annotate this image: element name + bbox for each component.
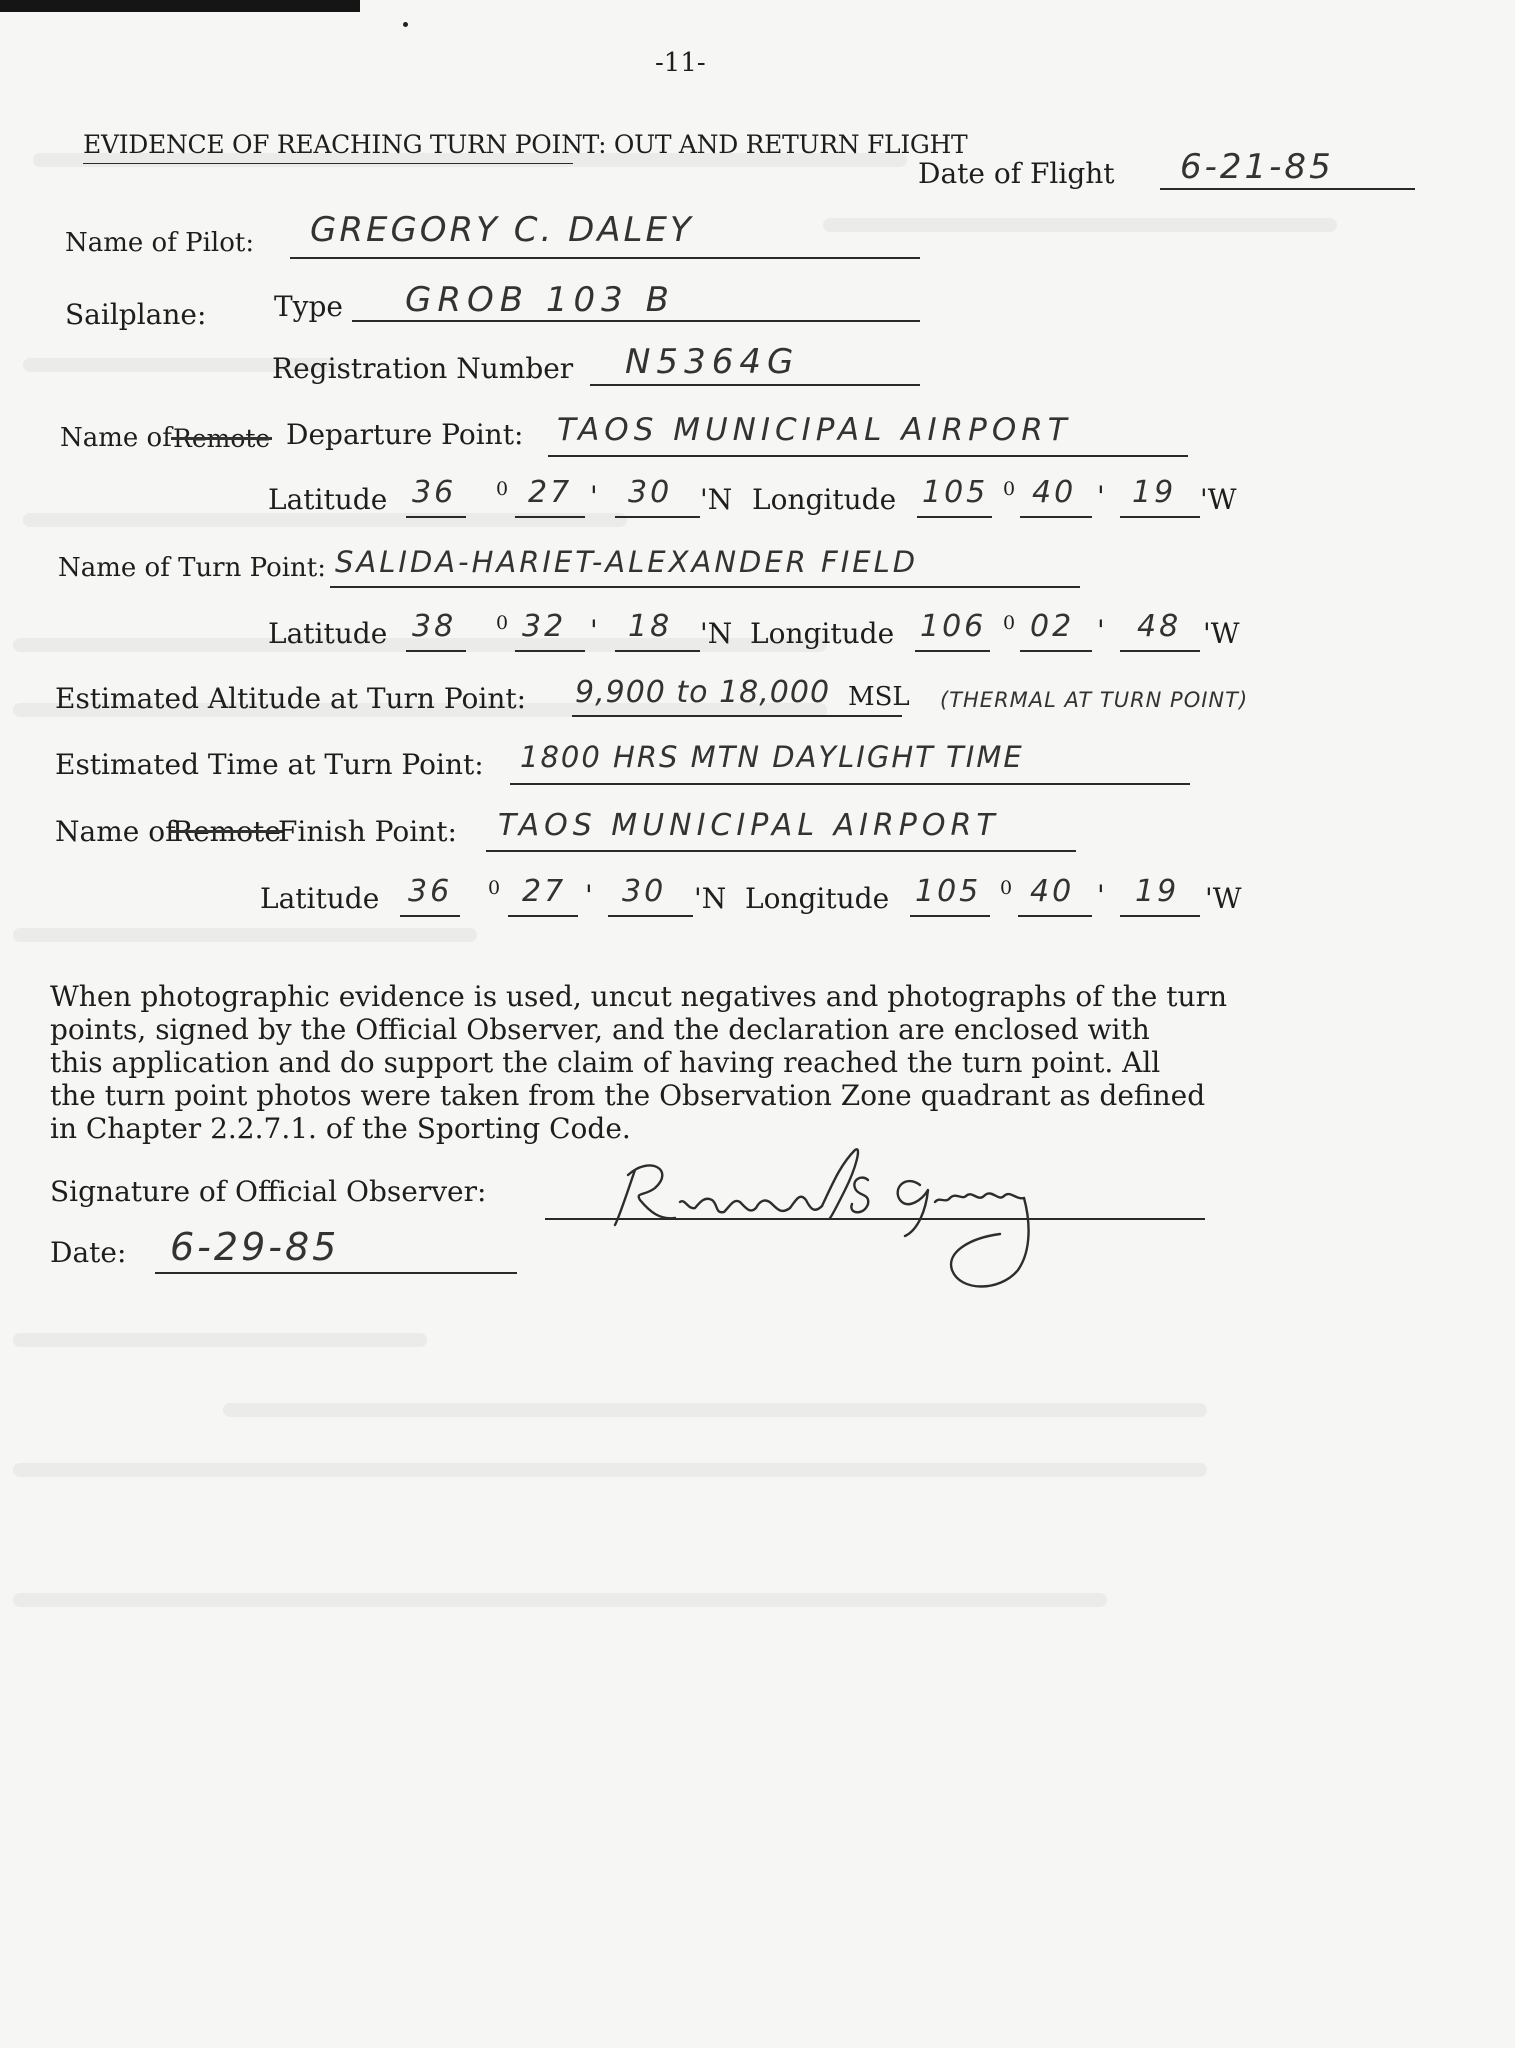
type-line <box>352 320 920 322</box>
finish-lon-min: 40 <box>1030 874 1075 909</box>
finish-lon-deg-mark: 0 <box>1000 877 1013 899</box>
finish-lat-deg: 36 <box>408 874 453 909</box>
turn-point-label: Name of Turn Point: <box>58 553 326 583</box>
turn-lon-label: Longitude <box>750 617 895 650</box>
finish-lon-label: Longitude <box>745 882 890 915</box>
finish-lat-label: Latitude <box>260 882 380 915</box>
finish-struck-word: Remote <box>172 815 281 848</box>
date-of-flight-value: 6-21-85 <box>1180 147 1334 187</box>
paragraph-line: points, signed by the Official Observer, and the declaration are enclosed with <box>50 1013 1150 1046</box>
pilot-name: GREGORY C. DALEY <box>310 210 694 250</box>
departure-lon-min-line <box>1020 516 1092 518</box>
finish-lat-deg-mark: 0 <box>488 877 501 899</box>
altitude-line <box>572 715 902 717</box>
departure-lon-w: 'W <box>1200 483 1237 516</box>
date-signed-label: Date: <box>50 1236 127 1269</box>
turn-lat-min-line <box>515 650 585 652</box>
altitude-note: (THERMAL AT TURN POINT) <box>940 688 1249 712</box>
form-heading: EVIDENCE OF REACHING TURN POINT: OUT AND RETURN FLIGHT <box>83 130 968 159</box>
departure-lon-deg-mark: 0 <box>1003 478 1016 500</box>
departure-lat-sec-line <box>615 516 700 518</box>
sailplane-label: Sailplane: <box>65 298 207 331</box>
departure-lat-deg-mark: 0 <box>496 478 509 500</box>
altitude-value: 9,900 to 18,000 <box>575 675 831 710</box>
type-value: GROB 103 B <box>405 280 675 320</box>
heading-underline <box>83 163 573 164</box>
finish-lat-sec: 30 <box>622 874 667 909</box>
departure-lon-sec-line <box>1120 516 1200 518</box>
turn-lon-min: 02 <box>1030 609 1075 644</box>
departure-lon-sec: 19 <box>1132 475 1177 510</box>
paragraph-line: in Chapter 2.2.7.1. of the Sporting Code. <box>50 1112 631 1145</box>
finish-lon-sec-line <box>1120 915 1200 917</box>
departure-lat-min: 27 <box>528 475 573 510</box>
turn-lon-min-line <box>1020 650 1092 652</box>
registration-value: N5364G <box>625 342 800 382</box>
finish-value: TAOS MUNICIPAL AIRPORT <box>498 808 1000 843</box>
departure-lon-deg: 105 <box>922 475 989 510</box>
turn-lat-sec-line <box>615 650 700 652</box>
type-label: Type <box>274 290 343 323</box>
observer-signature-label: Signature of Official Observer: <box>50 1175 487 1208</box>
departure-label-suffix: Departure Point: <box>286 418 524 451</box>
departure-lat-deg-line <box>406 516 466 518</box>
paragraph-line: When photographic evidence is used, uncut negatives and photographs of the turn <box>50 980 1227 1013</box>
finish-lat-min-mark: ' <box>585 879 593 912</box>
turn-lat-deg-mark: 0 <box>496 612 509 634</box>
finish-lat-n: 'N <box>694 882 727 915</box>
altitude-unit: MSL <box>848 682 910 712</box>
time-value: 1800 HRS MTN DAYLIGHT TIME <box>520 740 1024 774</box>
turn-lat-sec: 18 <box>628 609 673 644</box>
altitude-label: Estimated Altitude at Turn Point: <box>55 682 527 715</box>
scan-speck <box>403 22 408 27</box>
departure-lon-min: 40 <box>1032 475 1077 510</box>
scan-edge <box>0 0 360 12</box>
finish-lat-min: 27 <box>522 874 567 909</box>
pilot-line <box>290 257 920 259</box>
departure-lat-sec: 30 <box>628 475 673 510</box>
finish-lon-w: 'W <box>1205 882 1242 915</box>
turn-point-value: SALIDA-HARIET-ALEXANDER FIELD <box>335 545 919 579</box>
turn-lat-deg: 38 <box>412 609 457 644</box>
registration-line <box>590 384 920 386</box>
time-line <box>510 783 1190 785</box>
finish-lon-min-mark: ' <box>1097 879 1105 912</box>
date-signed-line <box>155 1272 517 1274</box>
departure-struck-word: Remote <box>173 424 271 453</box>
registration-label: Registration Number <box>272 352 574 385</box>
date-of-flight-line <box>1160 188 1415 190</box>
finish-lon-min-line <box>1018 915 1092 917</box>
page-number: -11- <box>655 48 706 78</box>
finish-label-suffix: Finish Point: <box>278 815 457 848</box>
paragraph-line: the turn point photos were taken from the Observation Zone quadrant as defined <box>50 1079 1206 1112</box>
evidence-paragraph <box>50 980 1350 1145</box>
departure-label-prefix: Name of <box>60 423 172 453</box>
finish-label-prefix: Name of <box>55 815 176 848</box>
departure-lon-label: Longitude <box>752 483 897 516</box>
departure-line <box>548 455 1188 457</box>
pilot-label: Name of Pilot: <box>65 228 255 258</box>
turn-lat-deg-line <box>406 650 466 652</box>
departure-lat-min-line <box>515 516 585 518</box>
turn-lon-w: 'W <box>1203 617 1240 650</box>
finish-lat-sec-line <box>608 915 693 917</box>
turn-lon-sec-line <box>1120 650 1200 652</box>
departure-lat-label: Latitude <box>268 483 388 516</box>
date-signed-value: 6-29-85 <box>170 1225 340 1269</box>
departure-value: TAOS MUNICIPAL AIRPORT <box>557 412 1072 448</box>
turn-lon-min-mark: ' <box>1097 614 1105 647</box>
departure-lon-min-mark: ' <box>1097 480 1105 513</box>
observer-signature <box>600 1130 1120 1300</box>
departure-lon-deg-line <box>917 516 992 518</box>
departure-lat-deg: 36 <box>412 475 457 510</box>
date-of-flight-label: Date of Flight <box>918 157 1115 190</box>
turn-lat-min: 32 <box>522 609 567 644</box>
finish-lon-deg-line <box>910 915 990 917</box>
turn-lat-label: Latitude <box>268 617 388 650</box>
finish-lon-sec: 19 <box>1135 874 1180 909</box>
turn-lon-deg-mark: 0 <box>1003 612 1016 634</box>
paragraph-line: this application and do support the claim of having reached the turn point. All <box>50 1046 1161 1079</box>
turn-lat-min-mark: ' <box>590 614 598 647</box>
turn-lat-n: 'N <box>700 617 733 650</box>
turn-lon-deg-line <box>915 650 990 652</box>
turn-lon-deg: 106 <box>920 609 987 644</box>
turn-lon-sec: 48 <box>1137 609 1182 644</box>
departure-lat-n: 'N <box>700 483 733 516</box>
finish-lon-deg: 105 <box>915 874 982 909</box>
finish-lat-min-line <box>508 915 578 917</box>
finish-lat-deg-line <box>400 915 460 917</box>
time-label: Estimated Time at Turn Point: <box>55 748 484 781</box>
departure-lat-min-mark: ' <box>590 480 598 513</box>
turn-point-line <box>330 586 1080 588</box>
finish-line <box>486 850 1076 852</box>
